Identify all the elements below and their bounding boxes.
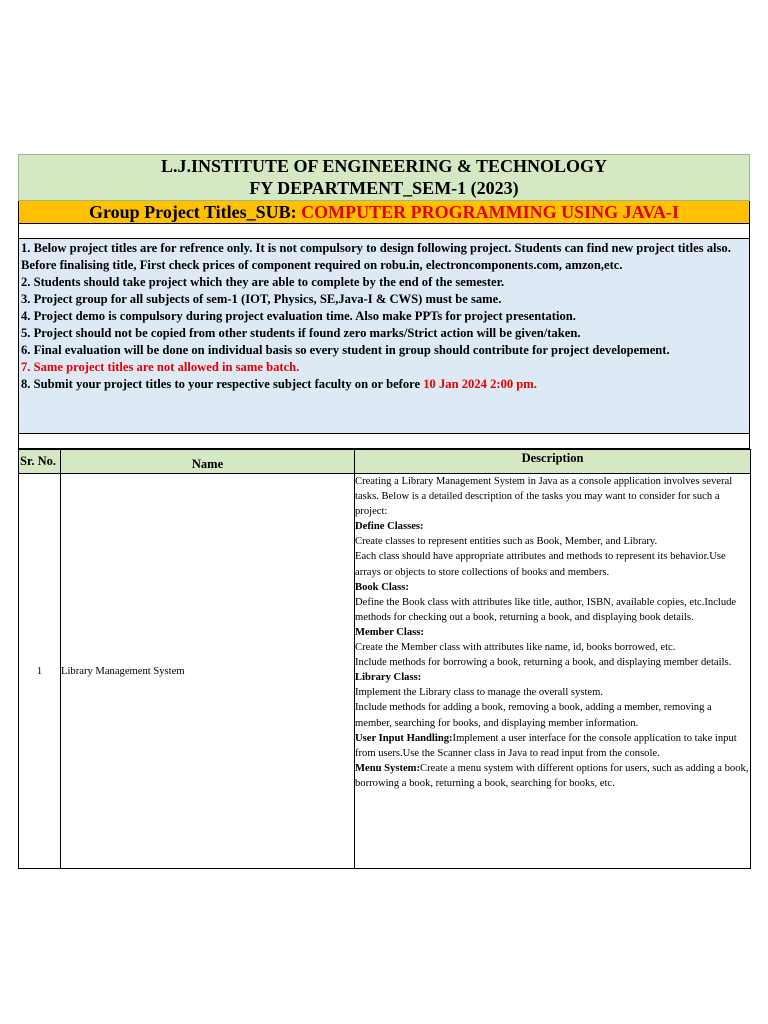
row-name: Library Management System [61, 474, 355, 869]
desc-member-body-2: Include methods for borrowing a book, returning a book, and displaying member details. [355, 657, 732, 669]
desc-member-body-1: Create the Member class with attributes like name, id, books borrowed, etc. [355, 642, 676, 654]
desc-library-title: Library Class: [355, 672, 422, 684]
spreadsheet-document [18, 154, 750, 869]
desc-define-body-2: Each class should have appropriate attributes and methods to represent its behavior.Use arrays or objects to store collections of books and members. [355, 551, 726, 578]
desc-input-body: Implement a user interface for the console application to take input from users.Use the Scanner class in Java to read input from the console. [355, 732, 737, 759]
desc-menu-title: Menu System: [355, 762, 421, 774]
subject-prefix: Group Project Titles_SUB: [88, 202, 302, 222]
note-4: 4. Project demo is compulsory during project evaluation time. Also make PPTs for project presentation. [21, 309, 576, 323]
header-name: Name [61, 450, 355, 474]
note-6: 6. Final evaluation will be done on individual basis so every student in group should contribute for project developement. [21, 343, 670, 357]
row-sr-no: 1 [19, 474, 61, 869]
note-3: 3. Project group for all subjects of sem-1 (IOT, Physics, SE,Java-I & CWS) must be same. [21, 292, 502, 306]
note-5: 5. Project should not be copied from other students if found zero marks/Strict action will be given/taken. [21, 326, 581, 340]
row-description [355, 474, 751, 869]
desc-menu-body: Create a menu system with different options for users, such as adding a book, borrowing a book, returning a book, searching for books, etc. [355, 762, 749, 789]
note-8-deadline: 10 Jan 2024 2:00 pm. [423, 377, 537, 391]
header-description: Description [355, 450, 751, 474]
note-2: 2. Students should take project which they are able to complete by the end of the semester. [21, 275, 505, 289]
gap-row [18, 434, 750, 449]
desc-book-body: Define the Book class with attributes like title, author, ISBN, available copies, etc.Include methods for checking out a book, returning a book, and displaying book details. [355, 596, 737, 623]
desc-library-body-2: Include methods for adding a book, removing a book, adding a member, removing a member, searching for books, and displaying member information. [355, 702, 712, 729]
note-8-text: 8. Submit your project titles to your respective subject faculty on or before [21, 377, 424, 391]
desc-member-title: Member Class: [355, 626, 424, 638]
subject-bar [18, 201, 750, 224]
desc-define-title: Define Classes: [355, 521, 424, 533]
instructions-notes [18, 238, 750, 434]
header-sr-no: Sr. No. [19, 450, 61, 474]
note-7: 7. Same project titles are not allowed in same batch. [21, 360, 300, 374]
spacer-row [18, 224, 750, 238]
subject-name: COMPUTER PROGRAMMING USING JAVA-I [301, 202, 679, 222]
desc-library-body-1: Implement the Library class to manage the overall system. [355, 687, 603, 699]
projects-table [18, 449, 751, 869]
desc-book-title: Book Class: [355, 581, 409, 593]
desc-intro: Creating a Library Management System in Java as a console application involves several tasks. Below is a detailed description of the tasks you may want to consider for such a project: [355, 476, 733, 518]
department-title: FY DEPARTMENT_SEM-1 (2023) [249, 178, 519, 198]
desc-input-title: User Input Handling: [355, 732, 453, 744]
desc-define-body-1: Create classes to represent entities such as Book, Member, and Library. [355, 536, 658, 548]
table-row [19, 474, 751, 869]
title-block [18, 154, 750, 201]
note-8 [21, 376, 747, 393]
note-1: 1. Below project titles are for refrence only. It is not compulsory to design following project. Students can find new project titles also. Before finalising title, First check prices of component required on robu.in, electroncomponents.com, amzon,etc. [21, 241, 731, 272]
desc-menu-para [355, 761, 750, 791]
institute-title: L.J.INSTITUTE OF ENGINEERING & TECHNOLOGY [160, 156, 608, 176]
table-header-row [19, 450, 751, 474]
desc-input-para [355, 731, 750, 761]
